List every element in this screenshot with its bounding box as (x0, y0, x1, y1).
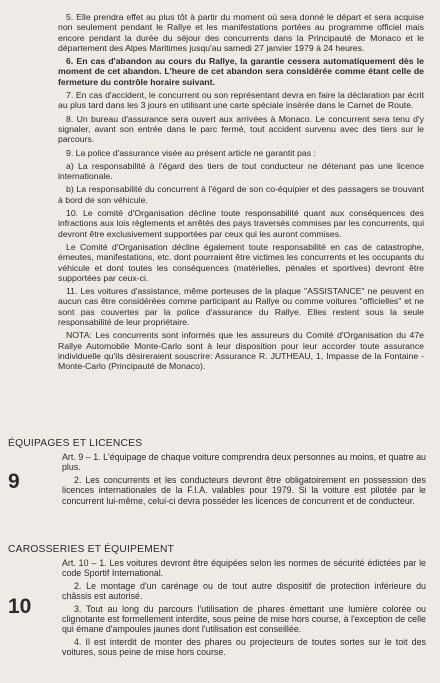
paragraph-9: 9. La police d'assurance visée au présent article ne garantit pas : (66, 147, 316, 158)
paragraph-9a: a) La responsabilité à l'égard des tiers de tout conducteur ne détenant pas une licence internationale. (58, 160, 424, 182)
section-10-paragraph-3: 3. Tout au long du parcours l'utilisation de phares émettant une lumière colorée ou clignotante est formellement interdite, sous peine de mise hors course, à l'exception de celle qui émane d'ampoules jaunes dont l'utilisation est conseillée. (62, 603, 426, 635)
section-9-paragraph-2: 2. Les concurrents et les conducteurs devront être obligatoirement en possession des licences internationales de la F.I.A. valables pour 1979. Si la voiture est pilotée par le concurrent lui-même, celui-ci devra posséder les licences de concurrent et de conducteur. (62, 474, 426, 506)
paragraph-10-cont: Le Comité d'Organisation décline également toute responsabilité en cas de catastrophe, émeutes, manifestations, etc. dont pourraient être victimes les concurrents et les occupants du véhicule et dont toutes les conséquences (matérielles, pénales et sportives) devront être supportées par ceux-ci. (58, 241, 424, 283)
section-9-paragraph-1: Art. 9 – 1. L'équipage de chaque voiture comprendra deux personnes au moins, et quatre au plus. (62, 452, 426, 473)
section-10-paragraph-4: 4. Il est interdit de monter des phares ou projecteurs de toutes sortes sur le toit des voitures, sous peine de mise hors course. (62, 636, 426, 658)
section-10-paragraph-1: Art. 10 – 1. Les voitures devront être équipées selon les normes de sécurité édictées par le code Sportif International. (62, 558, 426, 579)
section-9-number: 9 (8, 470, 20, 493)
paragraph-11: 11. Les voitures d'assistance, même porteuses de la plaque "ASSISTANCE" ne peuvent en aucun cas être considérées comme participant au Rallye ou comme voitures "officielles" et ne sont pas couvertes par la police d'assurance du Rallye. Elles restent sous la seule responsabilité de leur propriétaire. (58, 286, 424, 328)
section-9-body (62, 452, 426, 508)
paragraph-8: 8. Un bureau d'assurance sera ouvert aux arrivées à Monaco. Le concurrent sera tenu d'y signaler, avant son entrée dans le parc fermé, tout accident survenu avec des tiers sur le parcours. (58, 113, 424, 145)
paragraph-5: 5. Elle prendra effet au plus tôt à partir du moment où sera donné le départ et sera acquise non seulement pendant le Rallye et les manifestations portées au programme officiel mais encore pendant la durée du séjour des concurrents dans la Principauté de Monaco et le département des Alpes Maritimes jusqu'au samedi 27 janvier 1979 à 24 heures. (58, 12, 424, 53)
paragraph-7: 7. En cas d'accident, le concurrent ou son représentant devra en faire la déclaration par écrit au plus tard dans les 3 jours en utilisant une carte spéciale insérée dans le Carnet de Route. (58, 90, 424, 111)
section-10-number: 10 (8, 595, 32, 618)
paragraph-nota: NOTA: Les concurrents sont informés que les assureurs du Comité d'Organisation du 47e Rallye Automobile Monte-Carlo sont à leur disposition pour leur accorder toute assurance individuelle qu'ils désireraient souscrire: Assurance R. JUTHEAU, 1, Impasse de la Fontaine - Monte-Carlo (Principauté de Monaco). (58, 330, 424, 372)
paragraph-10: 10. Le comité d'Organisation décline toute responsabilité quant aux conséquences des infractions aux lois règlements et arrêtés des pays traversés commises par les concurrents, qui devront être exclusivement supportées par ceux qui les auront commises. (58, 208, 424, 239)
section-10-body (62, 558, 426, 660)
insurance-article-continuation (58, 12, 424, 375)
section-10-paragraph-2: 2. Le montage d'un carénage ou de tout autre dispositif de protection inférieure du châssis est autorisé. (62, 580, 426, 602)
paragraph-9b: b) La responsabilité du concurrent à l'égard de son co-équipier et des passagers se trouvant à bord de son véhicule. (58, 184, 424, 205)
paragraph-6: 6. En cas d'abandon au cours du Rallye, la garantie cessera automatiquement dès le moment de cet abandon. L'heure de cet abandon sera considérée comme étant celle de fermeture du contrôle horaire suivant. (58, 56, 424, 87)
section-9-title: ÉQUIPAGES ET LICENCES (8, 438, 143, 449)
section-10-title: CAROSSERIES ET ÉQUIPEMENT (8, 544, 175, 555)
